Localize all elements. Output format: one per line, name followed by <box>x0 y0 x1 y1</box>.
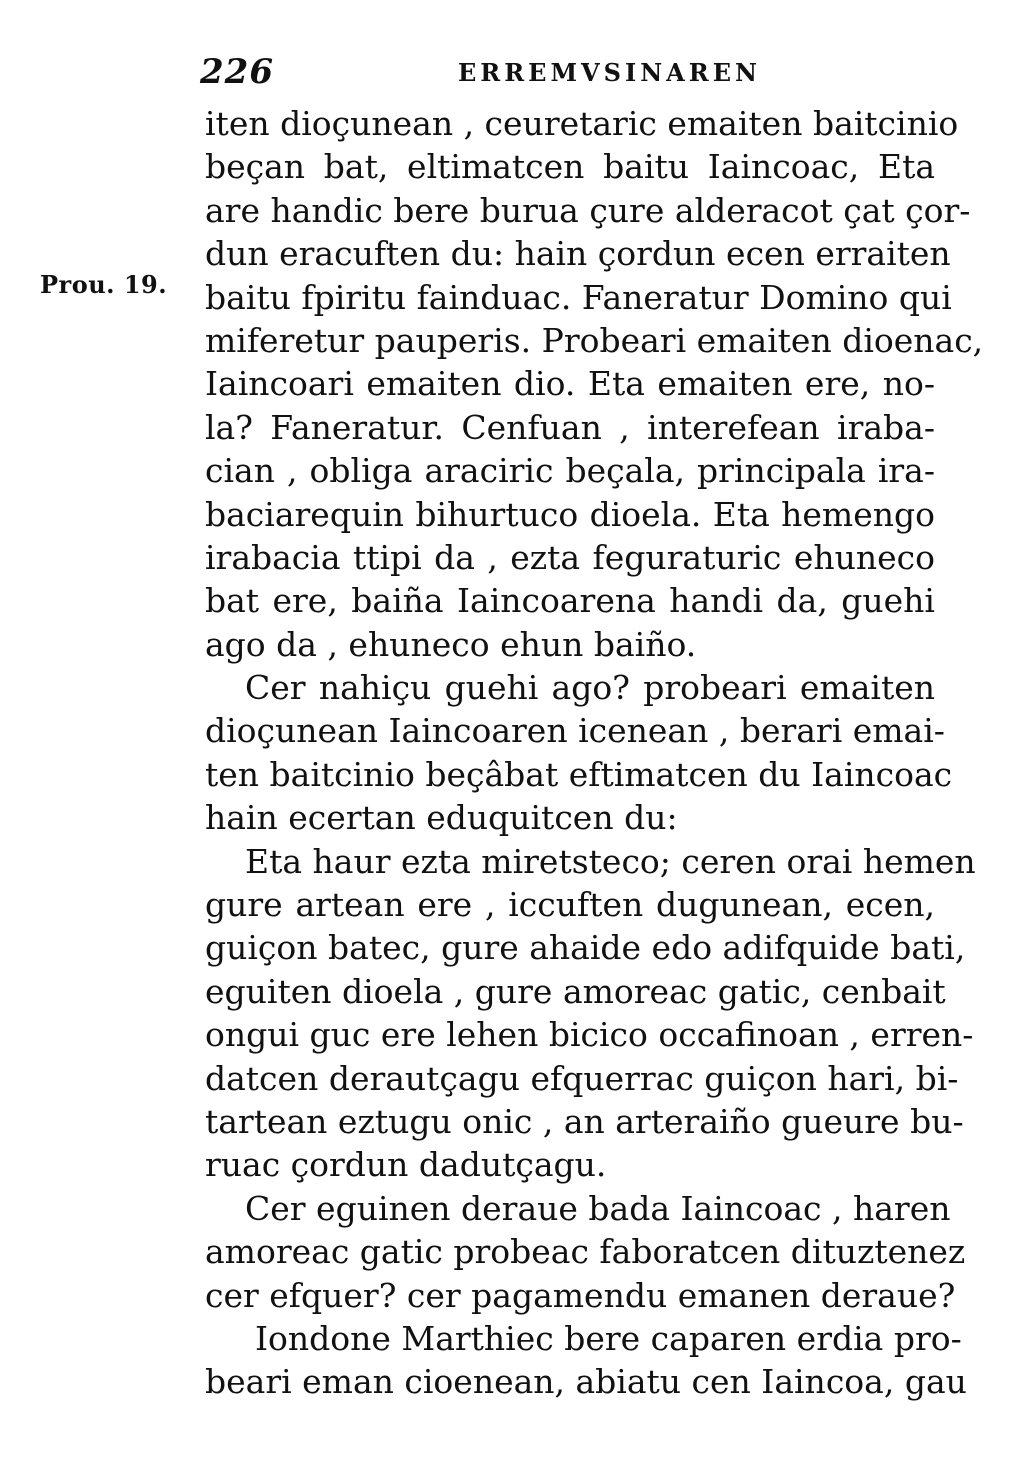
text-line: dun eracuften du: hain çordun ecen erraiten <box>205 234 951 274</box>
text-line: dioçunean Iaincoaren icenean , berari emai- <box>205 711 945 751</box>
text-line: baciarequin bihurtuco dioela. Eta hemengo <box>205 494 935 534</box>
page-header <box>200 52 760 92</box>
text-line: irabacia ttipi da , ezta feguraturic ehuneco <box>205 537 935 577</box>
text-line: Iondone Marthiec bere caparen erdia pro- <box>255 1318 962 1358</box>
text-line: baitu fpiritu fainduac. Faneratur Domino qui <box>205 277 952 317</box>
text-line: beari eman cioenean, abiatu cen Iaincoa, gau <box>205 1362 967 1402</box>
text-line: ongui guc ere lehen bicico occafinoan , erren- <box>205 1015 974 1055</box>
text-line: eguiten dioela , gure amoreac gatic, cenbait <box>205 971 946 1011</box>
text-line: guiçon batec, gure ahaide edo adifquide bati, <box>205 928 966 968</box>
text-line: iten dioçunean , ceuretaric emaiten baitcinio <box>205 104 959 143</box>
text-line: hain ecertan eduquitcen du: <box>205 798 678 838</box>
text-line: ten baitcinio beçâbat eftimatcen du Iaincoac <box>205 754 953 794</box>
text-line: ago da , ehuneco ehun baiño. <box>205 624 697 664</box>
text-line: are handic bere burua çure alderacot çat çor- <box>205 190 971 230</box>
text-line: Cer eguinen deraue bada Iaincoac , haren <box>245 1188 951 1228</box>
text-line: cian , obliga araciric beçala, principala ira- <box>205 451 935 491</box>
text-line: bat ere, baiña Iaincoarena handi da, guehi <box>205 581 935 621</box>
text-line: beçan bat, eltimatcen baitu Iaincoac, Eta <box>205 147 935 187</box>
text-line: tartean eztugu onic , an arteraiño gueure bu- <box>205 1101 964 1141</box>
text-line: gure artean ere , iccuften dugunean, ecen, <box>205 885 935 925</box>
page-number: 226 <box>200 52 274 92</box>
text-line: miferetur pauperis. Probeari emaiten dioenac, <box>205 320 984 360</box>
text-line: Eta haur ezta miretsteco; ceren orai hemen <box>245 841 976 881</box>
text-line: amoreac gatic probeac faboratcen dituztenez <box>205 1232 966 1272</box>
text-line: datcen derautçagu efquerrac guiçon hari, bi- <box>205 1058 959 1098</box>
margin-reference: Prou. 19. <box>40 270 168 299</box>
text-line: Iaincoari emaiten dio. Eta emaiten ere, no- <box>205 364 935 404</box>
text-line: Cer nahiçu guehi ago? probeari emaiten <box>245 668 935 708</box>
running-title: ERREMVSINAREN <box>458 58 761 87</box>
text-line: la? Faneratur. Cenfuan , interefean iraba- <box>205 407 935 447</box>
text-line: ruac çordun dadutçagu. <box>205 1145 607 1185</box>
body-text <box>205 102 984 1404</box>
text-line: cer efquer? cer pagamendu emanen deraue? <box>205 1275 956 1315</box>
